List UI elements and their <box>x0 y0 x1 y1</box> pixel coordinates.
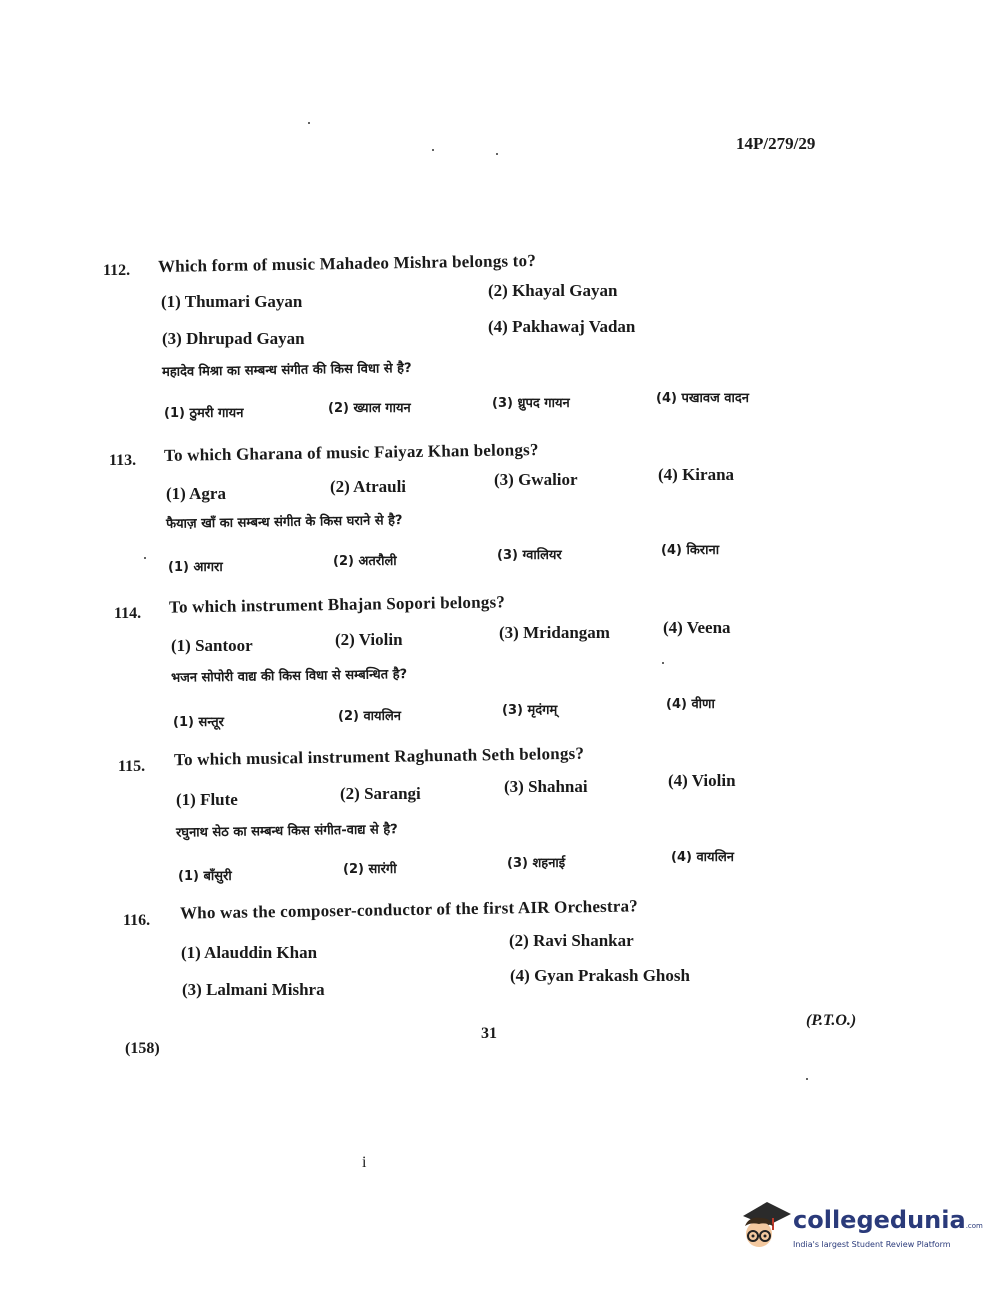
option-2: (2) Violin <box>335 630 403 649</box>
option-hindi-2: (2) ख्याल गायन <box>328 401 411 416</box>
option-hindi-2: (2) अतरौली <box>333 554 397 569</box>
option-hindi-3: (3) ध्रुपद गायन <box>492 396 570 411</box>
option-hindi-4: (4) पखावज वादन <box>656 391 749 406</box>
option-hindi-2: (2) वायलिन <box>338 709 401 724</box>
question-text: To which musical instrument Raghunath Seth belongs? <box>173 743 585 770</box>
question-text: Who was the composer-conductor of the first AIR Orchestra? <box>179 896 639 923</box>
question-text-hindi: फैयाज़ खाँ का सम्बन्ध संगीत के किस घराने से है? <box>165 513 403 532</box>
option-hindi-3: (3) मृदंगम् <box>502 703 558 718</box>
question-number: 113. <box>109 452 137 469</box>
page-number: 31 <box>481 1025 497 1042</box>
question-number: 114. <box>114 605 142 622</box>
option-hindi-1: (1) ठुमरी गायन <box>164 406 244 421</box>
option-hindi-3: (3) शहनाई <box>507 856 566 871</box>
option-hindi-2: (2) सारंगी <box>343 862 397 877</box>
question-text: Which form of music Mahadeo Mishra belongs to? <box>157 251 537 276</box>
option-3: (3) Mridangam <box>499 623 610 642</box>
option-hindi-4: (4) किराना <box>661 543 720 558</box>
question-text: To which instrument Bhajan Sopori belongs? <box>168 592 506 617</box>
logo-tagline: India's largest Student Review Platform <box>793 1240 951 1249</box>
option-hindi-4: (4) वायलिन <box>671 850 734 865</box>
option-3: (3) Shahnai <box>504 777 588 796</box>
option-hindi-1: (1) सन्तूर <box>173 715 224 730</box>
scan-speck <box>308 122 310 124</box>
set-number: (158) <box>125 1040 160 1057</box>
question-number: 116. <box>123 912 151 929</box>
option-1: (1) Alauddin Khan <box>181 943 318 962</box>
option-1: (1) Agra <box>166 484 226 503</box>
option-4: (4) Gyan Prakash Ghosh <box>510 966 690 985</box>
option-4: (4) Veena <box>663 618 731 637</box>
option-hindi-1: (1) बाँसुरी <box>178 869 232 884</box>
paper-code: 14P/279/29 <box>736 134 816 153</box>
option-4: (4) Violin <box>668 771 736 790</box>
scan-speck <box>496 153 498 155</box>
mascot-icon <box>735 1196 795 1258</box>
question-number: 115. <box>118 758 146 775</box>
question-text-hindi: महादेव मिश्रा का सम्बन्ध संगीत की किस विधा से है? <box>161 361 412 380</box>
option-2: (2) Ravi Shankar <box>509 931 634 950</box>
logo-wordmark <box>793 1206 983 1234</box>
collegedunia-logo <box>735 1196 983 1260</box>
option-2: (2) Atrauli <box>330 477 407 496</box>
option-hindi-1: (1) आगरा <box>168 560 223 575</box>
option-3: (3) Gwalior <box>494 470 578 489</box>
scan-speck <box>806 1078 808 1080</box>
scan-speck <box>432 149 434 151</box>
scan-speck <box>144 557 146 559</box>
option-2: (2) Sarangi <box>340 784 421 803</box>
logo-suffix: .com <box>965 1222 983 1230</box>
logo-name: collegedunia <box>793 1206 966 1234</box>
option-4: (4) Pakhawaj Vadan <box>488 317 636 336</box>
option-3: (3) Dhrupad Gayan <box>162 329 305 348</box>
scan-mark: i <box>362 1154 367 1171</box>
question-text: To which Gharana of music Faiyaz Khan belongs? <box>163 440 539 465</box>
option-hindi-4: (4) वीणा <box>666 697 715 712</box>
option-hindi-3: (3) ग्वालियर <box>497 548 562 563</box>
question-number: 112. <box>103 262 131 279</box>
scan-speck <box>662 662 664 664</box>
option-1: (1) Thumari Gayan <box>161 292 303 311</box>
option-2: (2) Khayal Gayan <box>488 281 618 300</box>
option-4: (4) Kirana <box>658 465 735 484</box>
pto-mark: (P.T.O.) <box>806 1012 857 1029</box>
question-text-hindi: भजन सोपोरी वाद्य की किस विधा से सम्बन्धित है? <box>170 667 408 686</box>
option-1: (1) Santoor <box>171 636 253 655</box>
option-1: (1) Flute <box>176 790 238 809</box>
question-text-hindi: रघुनाथ सेठ का सम्बन्ध किस संगीत-वाद्य से है? <box>175 822 398 841</box>
option-3: (3) Lalmani Mishra <box>182 980 325 999</box>
